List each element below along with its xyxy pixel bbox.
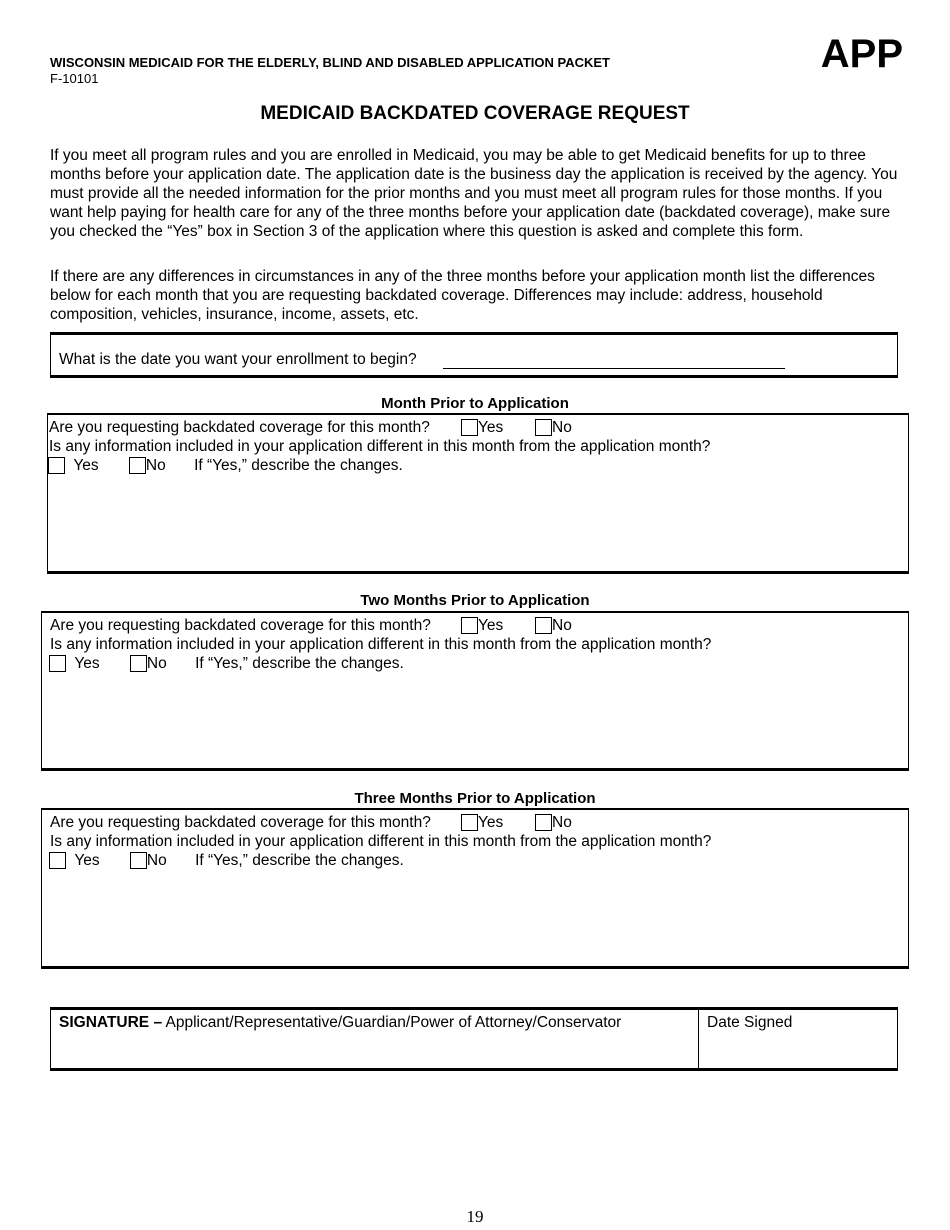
yes-label: Yes	[74, 852, 100, 869]
describe-instruction: If “Yes,” describe the changes.	[195, 655, 404, 672]
requesting-question: Are you requesting backdated coverage for this month?	[49, 419, 430, 436]
requesting-no-checkbox[interactable]	[535, 814, 552, 831]
requesting-no-option	[535, 813, 572, 832]
different-yes-checkbox[interactable]	[49, 852, 66, 869]
requesting-yes-option	[461, 813, 503, 832]
app-badge: APP	[820, 32, 903, 76]
different-question: Is any information included in your application different in this month from the application month?	[50, 636, 712, 653]
page-number: 19	[466, 1207, 484, 1226]
section-title-month-3: Three Months Prior to Application	[354, 790, 596, 807]
signature-divider	[698, 1010, 699, 1068]
requesting-yes-option	[461, 418, 503, 437]
different-question: Is any information included in your application different in this month from the application month?	[49, 438, 711, 455]
describe-instruction: If “Yes,” describe the changes.	[194, 457, 403, 474]
requesting-question: Are you requesting backdated coverage for this month?	[50, 814, 431, 831]
section-month-2	[41, 611, 909, 771]
section-month-3	[41, 808, 909, 969]
yes-label: Yes	[73, 457, 99, 474]
requesting-no-option	[535, 418, 572, 437]
enrollment-date-label: What is the date you want your enrollment to begin?	[59, 351, 417, 368]
different-options	[49, 851, 404, 870]
different-question: Is any information included in your application different in this month from the application month?	[50, 833, 712, 850]
yes-label: Yes	[478, 814, 504, 831]
signature-box	[50, 1007, 898, 1071]
enrollment-date-box	[50, 332, 898, 378]
intro-paragraph: If you meet all program rules and you are enrolled in Medicaid, you may be able to get Medicaid benefits for up to three months before your application date. The application date is the business day the application is received by the agency. You must provide all the needed information for the prior months and you must meet all program rules for those months. If you want help paying for health care for any of the three months before your application date (backdated coverage), make sure you checked the “Yes” box in Section 3 of the application where this question is asked and complete this form.	[50, 147, 898, 240]
requesting-yes-option	[461, 616, 503, 635]
no-label: No	[146, 852, 167, 869]
no-label: No	[552, 814, 572, 831]
no-label: No	[552, 617, 572, 634]
form-header-title: WISCONSIN MEDICAID FOR THE ELDERLY, BLIND AND DISABLED APPLICATION PACKET	[50, 55, 610, 70]
different-no-checkbox[interactable]	[129, 457, 146, 474]
section-title-month-2: Two Months Prior to Application	[360, 592, 590, 609]
section-month-1	[47, 413, 909, 574]
different-yes-checkbox[interactable]	[49, 655, 66, 672]
date-signed-field[interactable]: Date Signed	[707, 1014, 793, 1031]
section-title-month-1: Month Prior to Application	[381, 395, 569, 412]
no-label: No	[146, 655, 167, 672]
different-no-checkbox[interactable]	[130, 852, 147, 869]
yes-label: Yes	[478, 617, 504, 634]
form-number: F-10101	[50, 71, 99, 86]
requesting-no-checkbox[interactable]	[535, 617, 552, 634]
yes-label: Yes	[478, 419, 504, 436]
requesting-question: Are you requesting backdated coverage for this month?	[50, 617, 431, 634]
different-yes-checkbox[interactable]	[48, 457, 65, 474]
differences-paragraph: If there are any differences in circumstances in any of the three months before your application month list the differences below for each month that you are requesting backdated coverage. Differences may include: address, household composition, vehicles, insurance, income, assets, etc.	[50, 268, 875, 323]
requesting-yes-checkbox[interactable]	[461, 419, 478, 436]
requesting-yes-checkbox[interactable]	[461, 814, 478, 831]
enrollment-date-field[interactable]	[443, 368, 785, 369]
document-title: MEDICAID BACKDATED COVERAGE REQUEST	[260, 103, 690, 124]
no-label: No	[145, 457, 166, 474]
yes-label: Yes	[74, 655, 100, 672]
requesting-yes-checkbox[interactable]	[461, 617, 478, 634]
describe-instruction: If “Yes,” describe the changes.	[195, 852, 404, 869]
signature-bold-label: SIGNATURE –	[59, 1014, 163, 1031]
different-options	[48, 456, 403, 475]
requesting-no-option	[535, 616, 572, 635]
no-label: No	[552, 419, 572, 436]
different-no-checkbox[interactable]	[130, 655, 147, 672]
signature-label-text: Applicant/Representative/Guardian/Power of Attorney/Conservator	[162, 1014, 622, 1031]
requesting-no-checkbox[interactable]	[535, 419, 552, 436]
different-options	[49, 654, 404, 673]
signature-field[interactable]	[59, 1014, 621, 1032]
